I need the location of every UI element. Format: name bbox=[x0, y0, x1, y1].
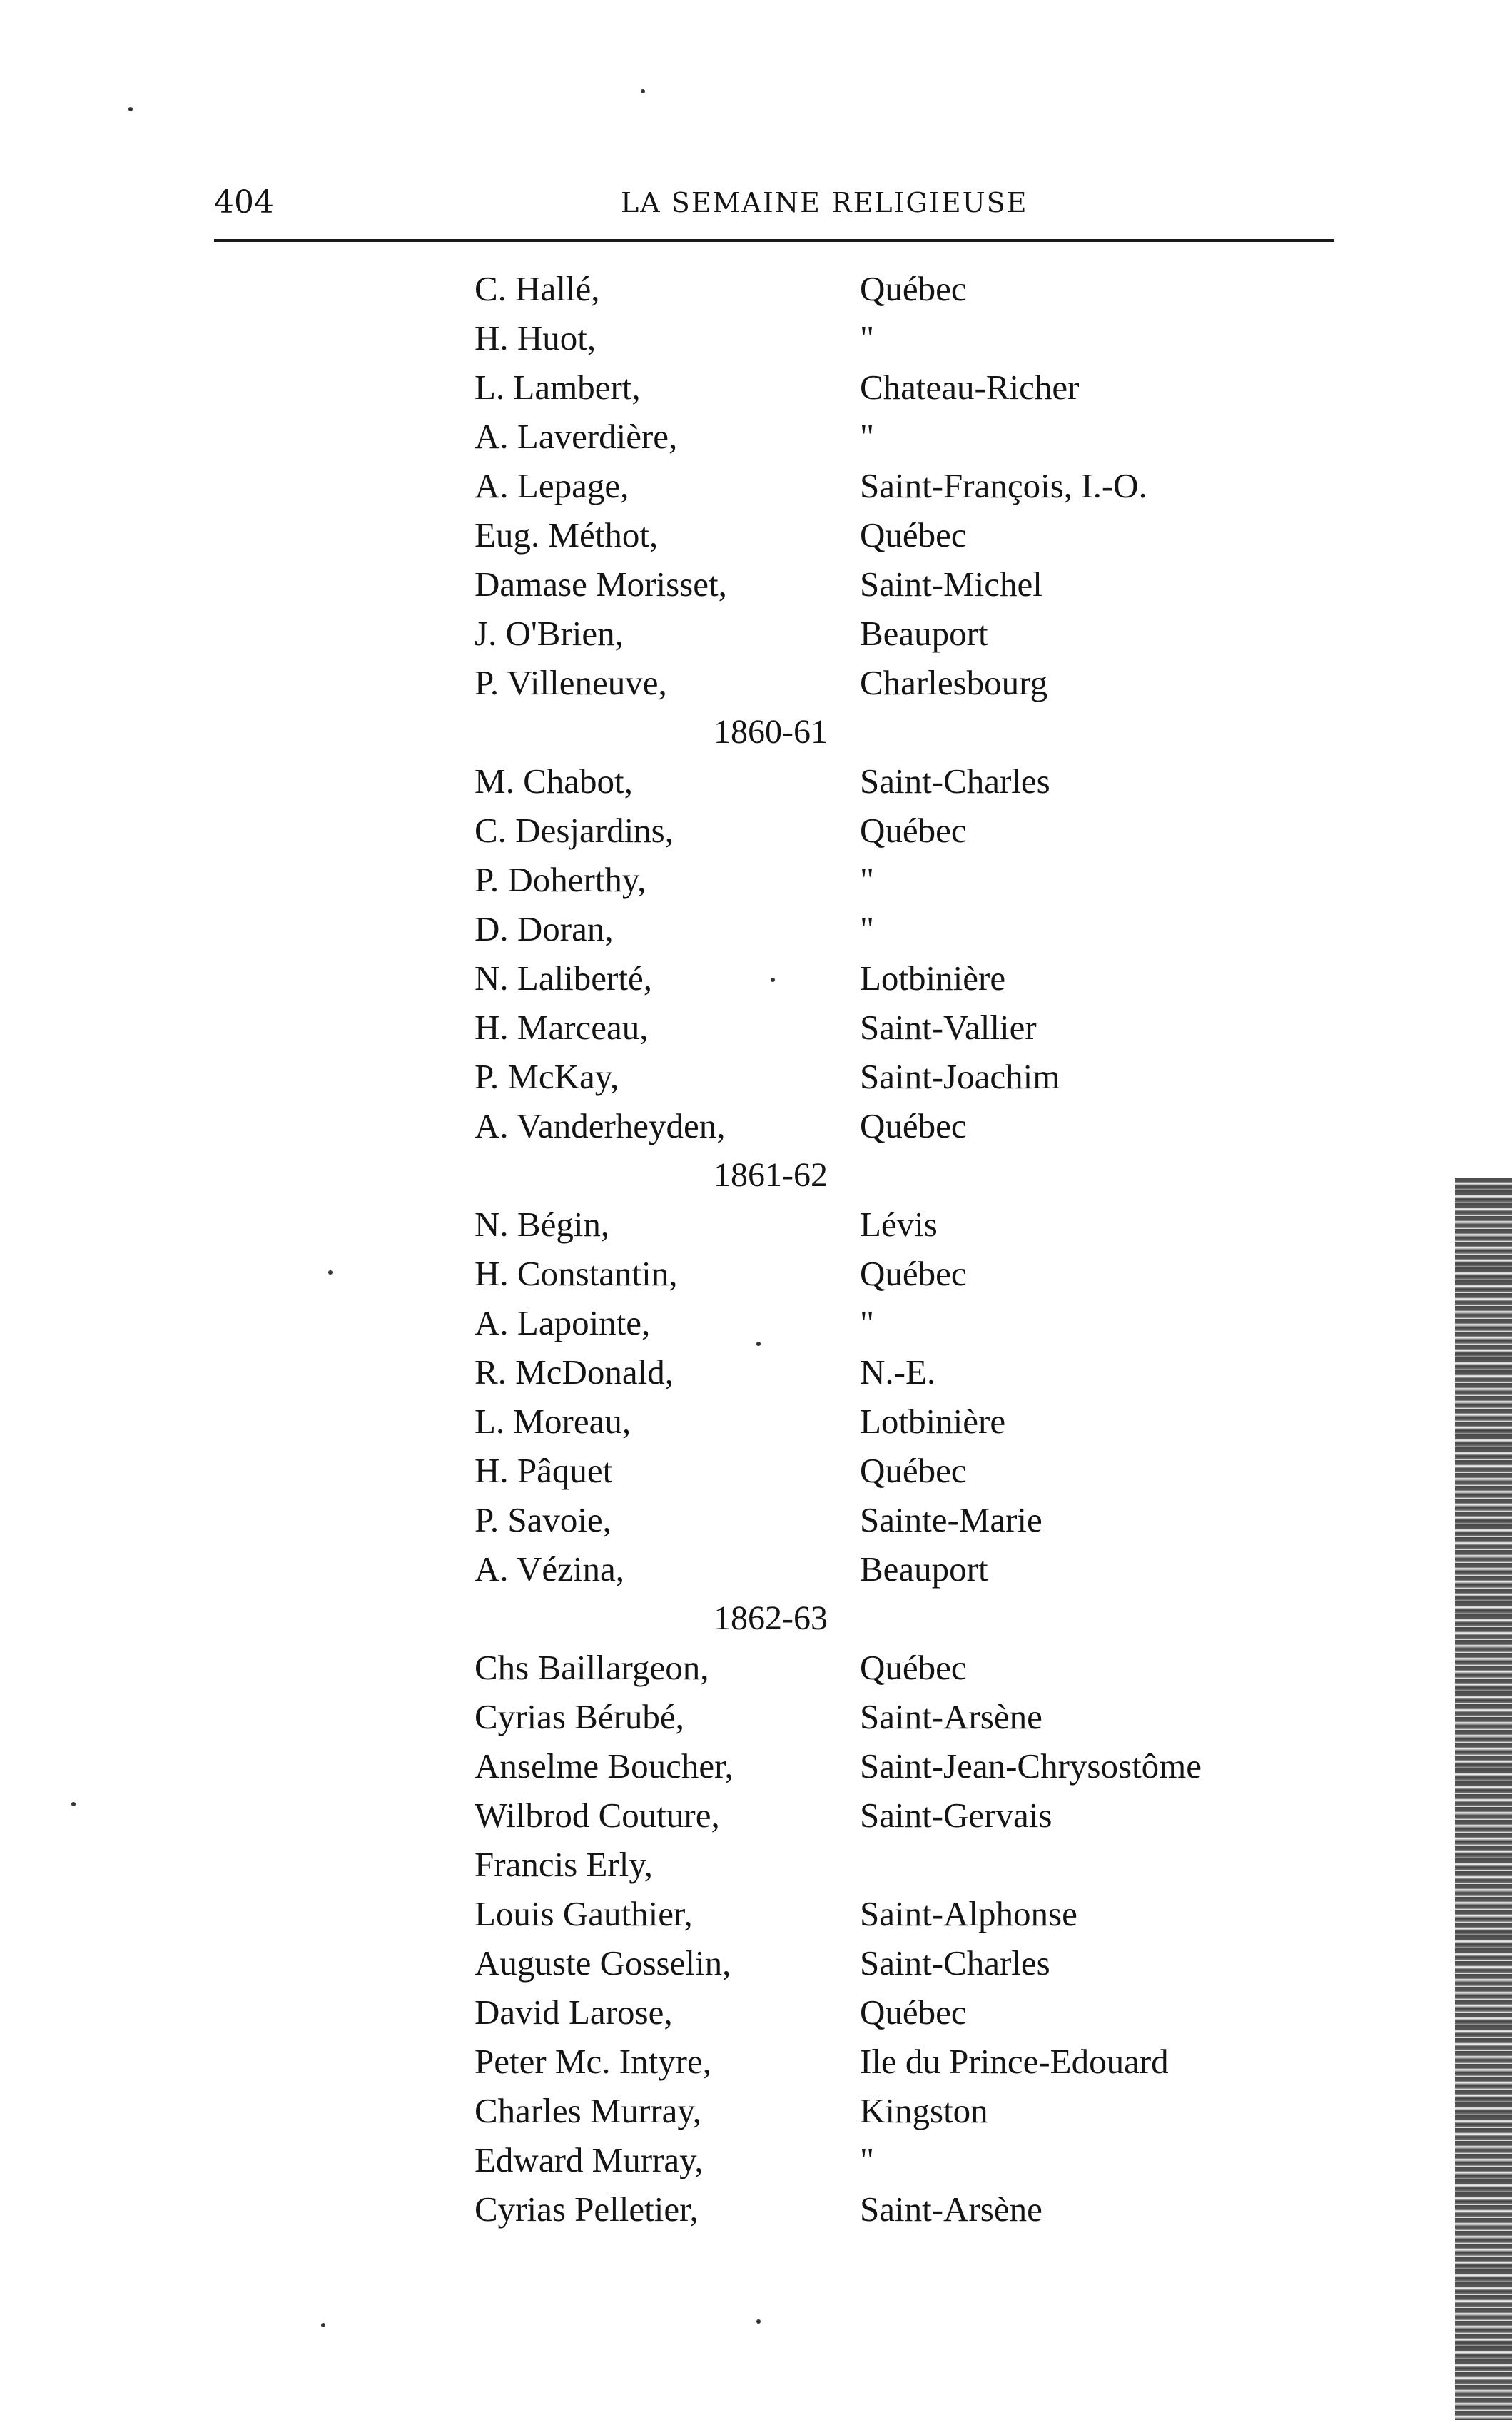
student-parish: Chateau-Richer bbox=[860, 368, 1080, 407]
year-heading: 1861-62 bbox=[714, 1156, 828, 1194]
scan-speck bbox=[128, 107, 133, 111]
student-list bbox=[475, 264, 1331, 2234]
list-item bbox=[475, 658, 1331, 707]
student-name: Cyrias Pelletier, bbox=[475, 2189, 699, 2229]
student-name: A. Lapointe, bbox=[475, 1303, 651, 1342]
student-name: L. Moreau, bbox=[475, 1402, 631, 1441]
student-parish: " bbox=[860, 1303, 875, 1342]
student-name: Chs Baillargeon, bbox=[475, 1648, 709, 1687]
list-item bbox=[475, 313, 1331, 363]
student-name: H. Huot, bbox=[475, 318, 597, 358]
list-item bbox=[475, 1495, 1331, 1544]
student-parish: Charlesbourg bbox=[860, 663, 1048, 702]
student-name: L. Lambert, bbox=[475, 368, 641, 407]
student-parish: Beauport bbox=[860, 614, 988, 653]
student-name: P. Savoie, bbox=[475, 1500, 612, 1539]
scan-speck bbox=[71, 1802, 76, 1806]
scan-speck bbox=[321, 2323, 325, 2327]
student-name: D. Doran, bbox=[475, 909, 614, 948]
student-name: Damase Morisset, bbox=[475, 565, 727, 604]
student-parish: " bbox=[860, 2140, 875, 2179]
list-item bbox=[475, 1840, 1331, 1889]
student-parish: Québec bbox=[860, 1254, 967, 1293]
list-item bbox=[475, 756, 1331, 806]
student-parish: Saint-Jean-Chrysostôme bbox=[860, 1746, 1202, 1786]
student-parish: Lotbinière bbox=[860, 1402, 1006, 1441]
student-name: A. Laverdière, bbox=[475, 417, 678, 456]
student-parish: Lotbinière bbox=[860, 958, 1006, 998]
student-parish: " bbox=[860, 417, 875, 456]
student-parish: Saint-Gervais bbox=[860, 1796, 1052, 1835]
student-parish: Lévis bbox=[860, 1205, 938, 1244]
list-item bbox=[475, 560, 1331, 609]
student-name: C. Desjardins, bbox=[475, 811, 674, 850]
scan-speck bbox=[756, 1342, 761, 1346]
student-name: Charles Murray, bbox=[475, 2091, 701, 2130]
list-item bbox=[475, 1938, 1331, 1988]
student-parish: Saint-Arsène bbox=[860, 1697, 1042, 1736]
student-parish: Beauport bbox=[860, 1549, 988, 1589]
list-item bbox=[475, 806, 1331, 855]
student-name: A. Vanderheyden, bbox=[475, 1106, 726, 1145]
student-name: P. Villeneuve, bbox=[475, 663, 667, 702]
student-parish: Saint-Charles bbox=[860, 761, 1050, 801]
list-item bbox=[475, 1249, 1331, 1298]
list-item bbox=[475, 1791, 1331, 1840]
student-parish: Québec bbox=[860, 515, 967, 555]
student-parish: Québec bbox=[860, 1648, 967, 1687]
scan-speck bbox=[756, 2319, 761, 2324]
student-parish: Sainte-Marie bbox=[860, 1500, 1042, 1539]
list-item bbox=[475, 2037, 1331, 2086]
year-heading: 1862-63 bbox=[714, 1599, 828, 1637]
student-parish: Saint-Michel bbox=[860, 565, 1042, 604]
list-item bbox=[475, 363, 1331, 412]
list-item bbox=[475, 1347, 1331, 1397]
page-number: 404 bbox=[214, 184, 274, 221]
list-item bbox=[475, 264, 1331, 313]
student-name: N. Bégin, bbox=[475, 1205, 610, 1244]
list-item bbox=[475, 609, 1331, 658]
student-name: Cyrias Bérubé, bbox=[475, 1697, 684, 1736]
student-parish: " bbox=[860, 909, 875, 948]
student-parish: Québec bbox=[860, 1993, 967, 2032]
student-name: M. Chabot, bbox=[475, 761, 633, 801]
student-name: P. McKay, bbox=[475, 1057, 619, 1096]
student-parish: Québec bbox=[860, 269, 967, 308]
list-item bbox=[475, 855, 1331, 904]
student-parish: Ile du Prince-Edouard bbox=[860, 2042, 1169, 2081]
student-parish: Saint-François, I.-O. bbox=[860, 466, 1147, 505]
student-parish: " bbox=[860, 318, 875, 358]
list-item bbox=[475, 1397, 1331, 1446]
list-item bbox=[475, 953, 1331, 1003]
list-item bbox=[475, 1692, 1331, 1741]
list-item bbox=[475, 1101, 1331, 1150]
scan-speck bbox=[771, 978, 775, 982]
list-item bbox=[475, 1741, 1331, 1791]
list-item bbox=[475, 2135, 1331, 2184]
header-rule bbox=[214, 239, 1334, 242]
list-item bbox=[475, 1643, 1331, 1692]
list-item bbox=[475, 1052, 1331, 1101]
year-heading: 1860-61 bbox=[714, 713, 828, 751]
list-item bbox=[475, 1200, 1331, 1249]
student-parish: Saint-Charles bbox=[860, 1943, 1050, 1983]
list-item bbox=[475, 1298, 1331, 1347]
student-parish: Kingston bbox=[860, 2091, 988, 2130]
list-item bbox=[475, 2086, 1331, 2135]
student-name: J. O'Brien, bbox=[475, 614, 624, 653]
student-name: H. Pâquet bbox=[475, 1451, 613, 1490]
student-name: N. Laliberté, bbox=[475, 958, 652, 998]
student-parish: N.-E. bbox=[860, 1352, 936, 1392]
student-name: Eug. Méthot, bbox=[475, 515, 659, 555]
student-parish: Saint-Joachim bbox=[860, 1057, 1060, 1096]
scan-speck bbox=[328, 1270, 333, 1275]
student-parish: Saint-Alphonse bbox=[860, 1894, 1077, 1933]
student-name: Wilbrod Couture, bbox=[475, 1796, 720, 1835]
list-item bbox=[475, 1988, 1331, 2037]
student-name: Auguste Gosselin, bbox=[475, 1943, 731, 1983]
student-name: David Larose, bbox=[475, 1993, 673, 2032]
student-parish: Québec bbox=[860, 1451, 967, 1490]
running-head: LA SEMAINE RELIGIEUSE bbox=[621, 187, 1028, 218]
list-item bbox=[475, 461, 1331, 510]
list-item bbox=[475, 1446, 1331, 1495]
list-item bbox=[475, 510, 1331, 560]
student-name: C. Hallé, bbox=[475, 269, 600, 308]
student-name: H. Constantin, bbox=[475, 1254, 678, 1293]
student-name: R. McDonald, bbox=[475, 1352, 674, 1392]
list-item bbox=[475, 1003, 1331, 1052]
list-item bbox=[475, 1544, 1331, 1594]
student-name: Anselme Boucher, bbox=[475, 1746, 734, 1786]
student-parish: Saint-Arsène bbox=[860, 2189, 1042, 2229]
list-item bbox=[475, 904, 1331, 953]
student-parish: Saint-Vallier bbox=[860, 1008, 1037, 1047]
student-name: A. Vézina, bbox=[475, 1549, 624, 1589]
student-name: Francis Erly, bbox=[475, 1845, 653, 1884]
list-item bbox=[475, 412, 1331, 461]
student-parish: Québec bbox=[860, 811, 967, 850]
list-item bbox=[475, 2184, 1331, 2234]
student-name: Edward Murray, bbox=[475, 2140, 704, 2179]
scan-edge-shadow bbox=[1455, 1178, 1512, 2420]
student-parish: " bbox=[860, 860, 875, 899]
student-name: Peter Mc. Intyre, bbox=[475, 2042, 711, 2081]
student-name: A. Lepage, bbox=[475, 466, 629, 505]
student-name: Louis Gauthier, bbox=[475, 1894, 693, 1933]
student-name: H. Marceau, bbox=[475, 1008, 649, 1047]
student-parish: Québec bbox=[860, 1106, 967, 1145]
list-item bbox=[475, 1889, 1331, 1938]
student-name: P. Doherthy, bbox=[475, 860, 646, 899]
scan-speck bbox=[641, 89, 645, 93]
